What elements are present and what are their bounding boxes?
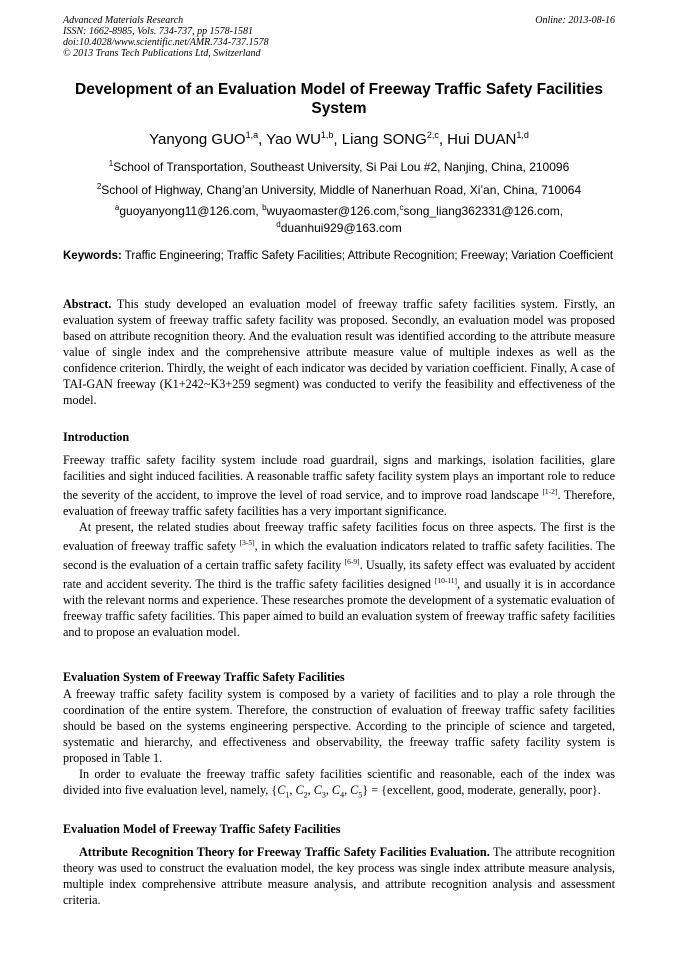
- section3-body: [63, 844, 615, 908]
- introduction-body: [63, 452, 615, 640]
- keywords-text: Traffic Engineering; Traffic Safety Facilities; Attribute Recognition; Freeway; Variation Coefficient: [121, 250, 614, 262]
- affiliation-2: [40, 180, 638, 197]
- level-symbol: C: [331, 783, 341, 797]
- citation: [6-9]: [344, 557, 360, 567]
- online-date: Online: 2013-08-16: [535, 15, 615, 26]
- level-symbol: C: [350, 783, 359, 797]
- section2-heading: Evaluation System of Freeway Traffic Safety Facilities: [63, 670, 345, 684]
- paragraph: [63, 844, 615, 908]
- text-run: Freeway traffic safety facility system include road guardrail, signs and markings, isolation facilities, glare facilities and sight induced facilities. A reasonable traffic safety facility system plays an important role to reduce the severity of the accident, to improve the level of road service, and to improve road landscape: [63, 453, 615, 503]
- journal-name: Advanced Materials Research: [63, 15, 184, 26]
- author-sup: 2,c: [426, 130, 439, 140]
- paragraph: In order to evaluate the freeway traffic safety facilities scientific and reasonable, each of the index was divided into five evaluation level, namely, {$C_1$, $C_2$, $C_3$, $C_4$, $C_5$} = {excellent, good, moderate, generally, poor}.: [63, 767, 615, 800]
- author-name: Yao WU: [266, 131, 321, 148]
- text-run: , and usually it is in accordance with the relevant norms and experience. These researches promote the development of a systematic evaluation of freeway traffic safety facilities. This paper aimed to build an evaluation system of freeway traffic safety facilities and to propose an evaluation model.: [63, 577, 615, 640]
- text-run: . Therefore, evaluation of freeway traffic safety facilities has a very important significance.: [63, 488, 615, 519]
- paragraph: A freeway traffic safety facility system is composed by a variety of facilities and to play a role through the coordination of the entire system. Therefore, the construction of evaluation of freeway traffic safety facilities should be based on the systems engineering perspective. According to the principle of science and targeted, systematic and hierarchy, and effectiveness and observability, the freeway traffic safety facility system is proposed in Table 1.: [63, 687, 615, 765]
- author-sup: 1,b: [320, 130, 334, 140]
- affiliation-1: [40, 157, 638, 174]
- citation: [1-2]: [542, 487, 558, 496]
- author-sup: 1,a: [245, 130, 259, 140]
- text-run: In order to evaluate the freeway traffic safety facilities scientific and reasonable, each of the index was divided into five evaluation level, namely, {: [63, 767, 615, 797]
- introduction-heading: Introduction: [63, 430, 130, 444]
- subsection-title: Attribute Recognition Theory for Freeway Traffic Safety Facilities Evaluation.: [79, 845, 490, 859]
- author-name: Hui DUAN: [447, 131, 517, 148]
- paper-title: Development of an Evaluation Model of Freeway Traffic Safety Facilities System: [75, 81, 603, 117]
- section3-heading: Evaluation Model of Freeway Traffic Safety Facilities: [63, 822, 341, 836]
- citation: [10-11]: [434, 576, 458, 586]
- level-sub: 2: [303, 790, 308, 800]
- text-run: } = {excellent, good, moderate, generally, poor}.: [362, 783, 601, 797]
- text-run: At present, the related studies about freeway traffic safety facilities focus on three aspects. The first is the evaluation of freeway traffic safety: [63, 520, 615, 554]
- section2-body: [63, 686, 615, 803]
- affiliation-sup: 1: [108, 159, 114, 168]
- email-text: wuyaomaster@126.com,: [266, 204, 400, 218]
- text-run: , in which the evaluation indicators related to traffic safety facilities. The second is the evaluation of a certain traffic safety facility: [63, 539, 615, 573]
- author-name: Yanyong GUO: [149, 131, 246, 148]
- level-symbol: C: [295, 783, 304, 797]
- abstract-text: This study developed an evaluation model of freeway traffic safety facilities system. Firstly, an evaluation system of freeway traffic safety facility was proposed. Secondly, an evaluation model was proposed based on attribute recognition theory. And the evaluation result was identified according to the attribute measure value of single index and the comprehensive attribute measure value of multiple indexes as well as the confidence criterion. Thirdly, the weight of each indicator was decided by variation coefficient. Finally, A case of TAI-GAN freeway (K1+242~K3+259 segment) was conducted to verify the feasibility and effectiveness of the model.: [63, 297, 615, 407]
- affiliation-sup: 2: [96, 182, 102, 191]
- email-line: [40, 201, 638, 235]
- author-name: Liang SONG: [341, 131, 427, 148]
- issn-line: ISSN: 1662-8985, Vols. 734-737, pp 1578-1581: [63, 26, 253, 37]
- email-text: guoyanyong11@126.com,: [119, 204, 263, 218]
- text-run: . Usually, its safety effect was evaluated by accident rate and accident severity. The third is the traffic safety facilities designed: [63, 558, 616, 592]
- paragraph: [63, 519, 615, 640]
- level-sub: 3: [321, 790, 326, 800]
- abstract: [63, 296, 615, 408]
- copyright-line: © 2013 Trans Tech Publications Ltd, Switzerland: [63, 48, 261, 59]
- author-sup: 1,d: [516, 130, 529, 140]
- affiliation-text: School of Highway, Chang’an University, Middle of Nanerhuan Road, Xi’an, China, 710064: [101, 183, 582, 197]
- level-sub: 4: [340, 790, 345, 800]
- email-sup: a: [114, 203, 120, 212]
- email-text: song_liang362331@126.com,: [403, 204, 564, 218]
- email-text: duanhui929@163.com: [280, 221, 402, 235]
- email-sup: d: [276, 220, 281, 229]
- citation: [3-5]: [239, 538, 255, 548]
- level-sub: 5: [358, 790, 363, 800]
- level-sub: 1: [285, 790, 290, 800]
- level-symbol: C: [277, 783, 286, 797]
- paragraph: [63, 452, 615, 519]
- doi-line: doi:10.4028/www.scientific.net/AMR.734-737.1578: [63, 37, 269, 48]
- level-symbol: C: [313, 783, 322, 797]
- author-list: Yanyong GUO$^{1,a}$, Yao WU$^{1,b}$, Liang SONG$^{2,c}$, Hui DUAN$^{1,d}$: [149, 130, 529, 148]
- email-sup: b: [262, 203, 267, 212]
- keywords: [63, 250, 615, 263]
- email-sup: c: [399, 203, 404, 212]
- abstract-label: Abstract.: [63, 297, 112, 311]
- affiliation-text: School of Transportation, Southeast University, Si Pai Lou #2, Nanjing, China, 210096: [113, 160, 570, 174]
- text-run: The attribute recognition theory was used to construct the evaluation model, the key process was single index attribute measure analysis, multiple index comprehensive attribute measure analysis, and attribute recognition analysis and assessment criteria.: [63, 845, 615, 907]
- keywords-label: Keywords:: [63, 250, 122, 262]
